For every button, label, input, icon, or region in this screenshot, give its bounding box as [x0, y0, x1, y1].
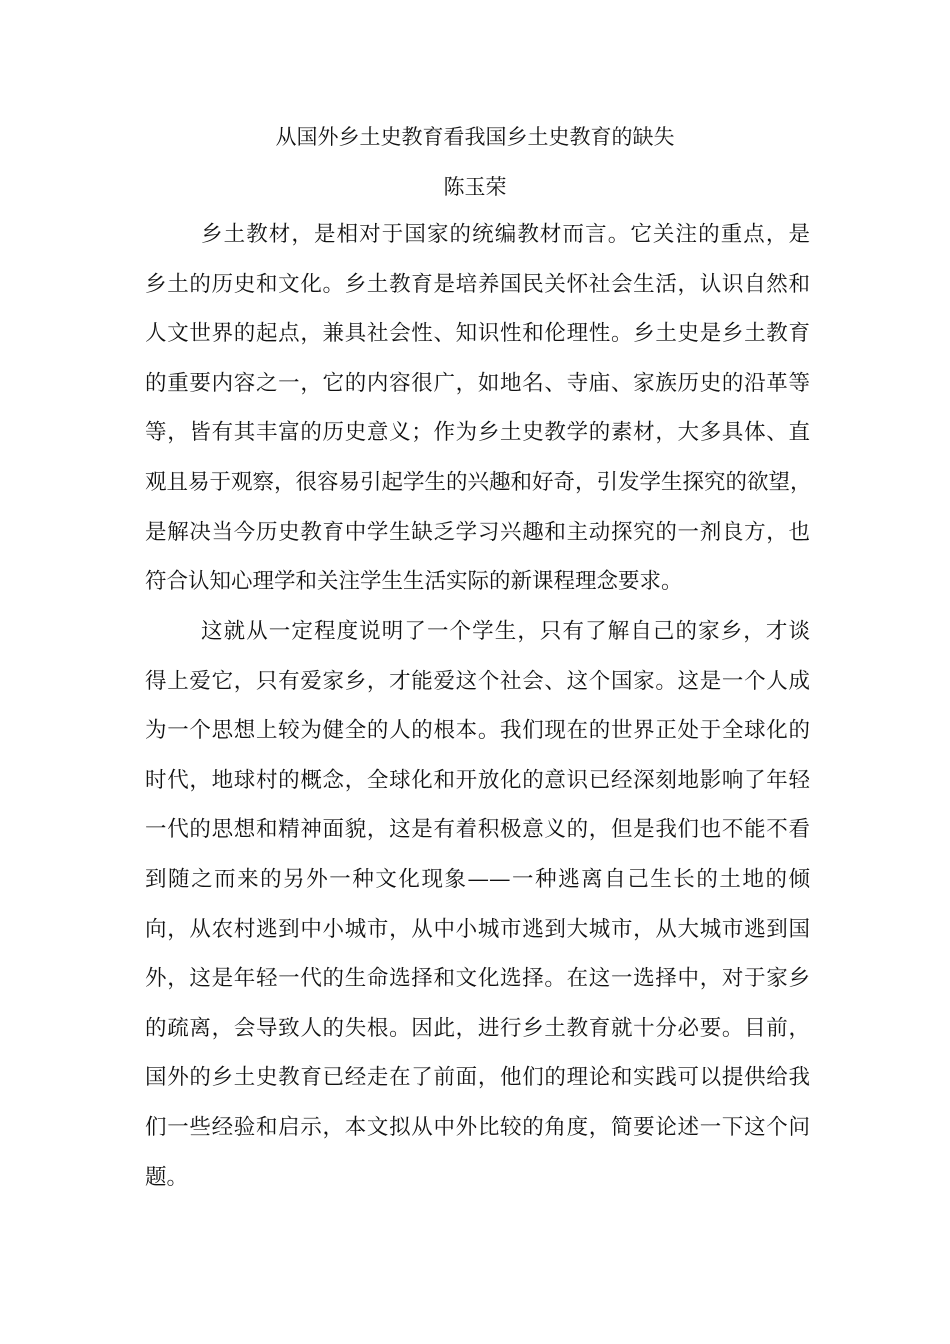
document-title: 从国外乡土史教育看我国乡土史教育的缺失 — [275, 125, 675, 149]
paragraph-line: 们一些经验和启示，本文拟从中外比较的角度，简要论述一下这个问 — [145, 1114, 810, 1140]
paragraph-line: 的疏离，会导致人的失根。因此，进行乡土教育就十分必要。目前， — [145, 1015, 810, 1041]
paragraph-line: 国外的乡土史教育已经走在了前面，他们的理论和实践可以提供给我 — [145, 1065, 810, 1091]
paragraph-line: 的重要内容之一，它的内容很广，如地名、寺庙、家族历史的沿革等 — [145, 370, 810, 396]
document-author: 陈玉荣 — [443, 175, 507, 199]
paragraph-line: 时代，地球村的概念，全球化和开放化的意识已经深刻地影响了年轻 — [145, 767, 810, 793]
paragraph-line: 为一个思想上较为健全的人的根本。我们现在的世界正处于全球化的 — [145, 718, 810, 744]
paragraph-2 — [145, 617, 810, 1212]
paragraph-1 — [145, 220, 810, 617]
paragraph-line: 得上爱它，只有爱家乡，才能爱这个社会、这个国家。这是一个人成 — [145, 668, 810, 694]
paragraph-line: 题。 — [145, 1164, 189, 1190]
paragraph-line: 等，皆有其丰富的历史意义；作为乡土史教学的素材，大多具体、直 — [145, 420, 810, 446]
paragraph-line: 乡土的历史和文化。乡土教育是培养国民关怀社会生活，认识自然和 — [145, 271, 810, 297]
paragraph-line: 观且易于观察，很容易引起学生的兴趣和好奇，引发学生探究的欲望， — [145, 469, 812, 495]
paragraph-line: 一代的思想和精神面貌，这是有着积极意义的，但是我们也不能不看 — [145, 817, 810, 843]
paragraph-line: 到随之而来的另外一种文化现象——一种逃离自己生长的土地的倾 — [145, 866, 810, 892]
paragraph-line: 外，这是年轻一代的生命选择和文化选择。在这一选择中，对于家乡 — [145, 966, 810, 992]
paragraph-line: 符合认知心理学和关注学生生活实际的新课程理念要求。 — [145, 569, 683, 595]
paragraph-line: 这就从一定程度说明了一个学生，只有了解自己的家乡，才谈 — [201, 619, 810, 644]
paragraph-line: 是解决当今历史教育中学生缺乏学习兴趣和主动探究的一剂良方，也 — [145, 519, 810, 545]
paragraph-line: 乡土教材，是相对于国家的统编教材而言。它关注的重点，是 — [201, 222, 810, 247]
paragraph-line: 向，从农村逃到中小城市，从中小城市逃到大城市，从大城市逃到国 — [145, 916, 810, 942]
paragraph-line: 人文世界的起点，兼具社会性、知识性和伦理性。乡土史是乡土教育 — [145, 321, 810, 347]
